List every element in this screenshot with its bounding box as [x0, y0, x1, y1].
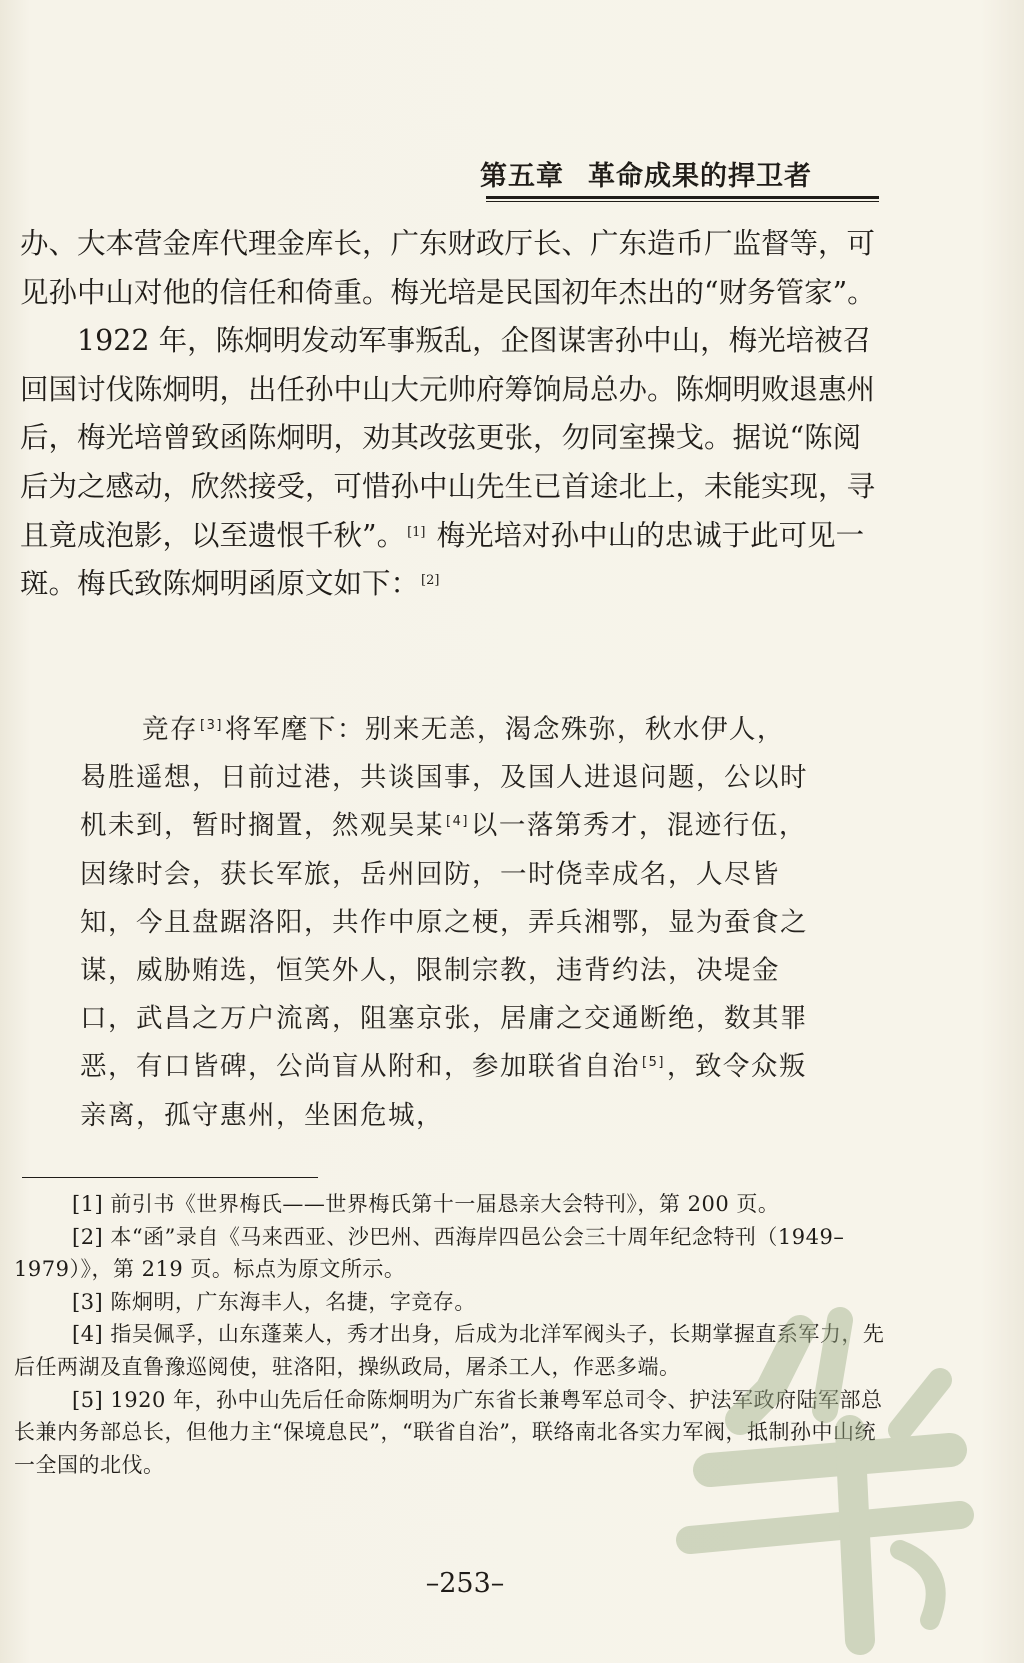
paragraph-2 — [20, 317, 886, 609]
footnote-ref-3[interactable]: [3] — [200, 718, 223, 733]
body-text — [20, 220, 886, 609]
chapter-title: 革命成果的捍卫者 — [588, 161, 812, 192]
footnote-rule — [22, 1177, 318, 1178]
header-rule-thin — [486, 201, 879, 202]
page-number: –253– — [425, 1568, 505, 1599]
footnote-ref-2[interactable]: [2] — [421, 573, 440, 589]
footnote-3: [3] 陈炯明，广东海丰人，名捷，字竞存。 — [72, 1289, 476, 1314]
letter-text — [80, 706, 810, 1140]
footnote-ref-5[interactable]: [5] — [642, 1055, 665, 1071]
paragraph-1: 办、大本营金库代理金库长，广东财政厅长、广东造币厂监督等，可见孙中山对他的信任和倚重。梅光培是民国初年杰出的“财务管家”。 — [20, 227, 876, 309]
letter-text-4: ，致令众叛亲离，孤守惠州，坐困危城， — [80, 1051, 807, 1131]
footnote-5: [5] 1920 年，孙中山先后任命陈炯明为广东省长兼粤军总司令、护法军政府陆军部总长兼内务部总长，但他力主“保境息民”，“联省自治”，联络南北各实力军阀，抵制孙中山统一全国的北伐。 — [14, 1387, 883, 1477]
header-rule — [486, 196, 879, 199]
paragraph-2-text-end: 梅光培对孙中山的忠诚于此可见一斑。梅氏致陈炯明函原文如下： — [20, 518, 865, 601]
running-head — [480, 154, 880, 193]
footnote-1: [1] 前引书《世界梅氏——世界梅氏第十一届恳亲大会特刊》，第 200 页。 — [72, 1192, 780, 1216]
footnote-2: [2] 本“函”录自《马来西亚、沙巴州、西海岸四邑公会三十周年纪念特刊（1949–1979）》，第 219 页。标点为原文所示。 — [14, 1224, 845, 1282]
chapter-number: 第五章 — [480, 161, 564, 192]
footnote-4: [4] 指吴佩孚，山东蓬莱人，秀才出身，后成为北洋军阀头子，长期掌握直系军力，先后任两湖及直鲁豫巡阅使，驻洛阳，操纵政局，屠杀工人，作恶多端。 — [14, 1322, 885, 1379]
paragraph-2-text: 1922 年，陈炯明发动军事叛乱，企图谋害孙中山，梅光培被召回国讨伐陈炯明，出任孙中山大元帅府筹饷局总办。陈炯明败退惠州后，梅光培曾致函陈炯明，劝其改弦更张，勿同室操戈。据说“陈阅后为之感动，欣然接受，可惜孙中山先生已首途北上，未能实现，寻且竟成泡影，以至遗恨千秋”。 — [20, 324, 876, 552]
letter-text-3: 以一落第秀才，混迹行伍，因缘时会，获长军旅，岳州回防，一时侥幸成名，人尽皆知，今且盘踞洛阳，共作中原之梗，弄兵湘鄂，显为蚕食之谋，威胁贿选，恒笑外人，限制宗教，违背约法，决堤金口，武昌之万户流离，阻塞京张，居庸之交通断绝，数其罪恶，有口皆碑，公尚盲从附和，参加联省自治 — [80, 810, 808, 1083]
footnotes — [14, 1188, 888, 1481]
footnote-ref-1[interactable]: [1] — [407, 524, 426, 540]
watermark-stroke-6 — [900, 1380, 940, 1430]
letter-text-2: 将军麾下：别来无恙，渴念殊弥，秋水伊人，曷胜遥想，日前过港，共谈国事，及国人进退问题，公以时机未到，暂时搁置，然观吴某 — [80, 714, 808, 842]
quoted-letter — [80, 706, 810, 1140]
watermark-stroke-4 — [690, 1515, 960, 1540]
footnote-ref-4[interactable]: [4] — [446, 814, 469, 830]
letter-text-1: 竞存 — [142, 714, 198, 745]
